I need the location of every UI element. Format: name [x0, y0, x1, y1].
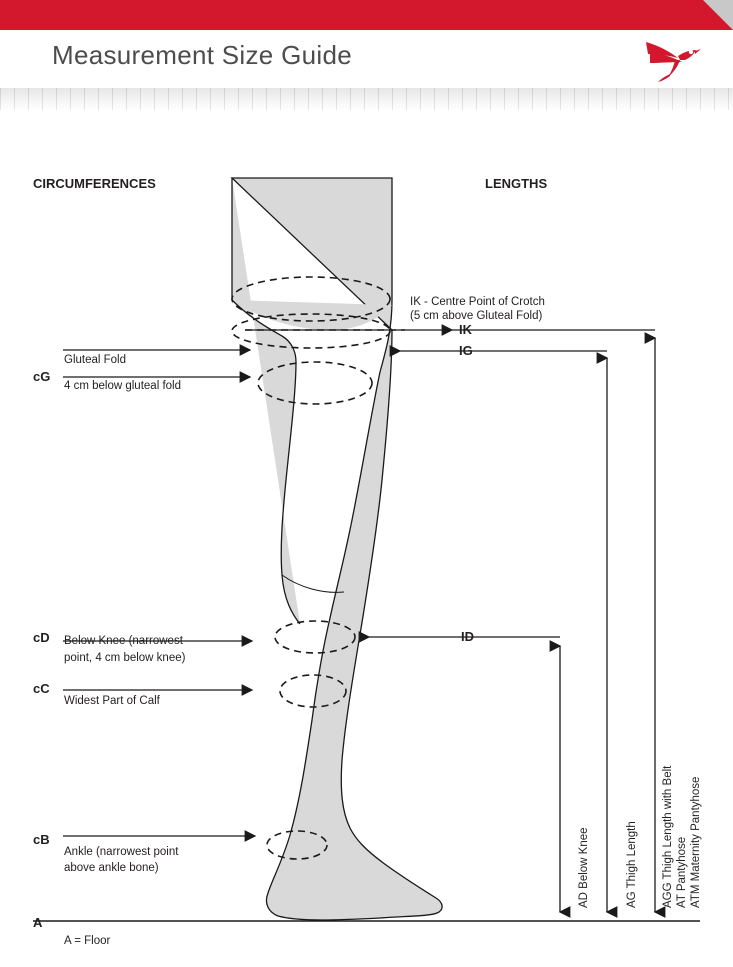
label-desc-cB-2: above ankle bone) — [64, 862, 159, 874]
label-id: ID — [461, 629, 474, 644]
label-desc-A-1: A = Floor — [64, 935, 111, 947]
label-ag-thigh-length: AG Thigh Length — [626, 821, 638, 908]
label-atm-maternity-pantyhose: ATM Maternity Pantyhose — [690, 776, 702, 908]
label-code-cC: cC — [33, 681, 50, 696]
label-ik-note-1: IK - Centre Point of Crotch — [410, 296, 545, 308]
label-ig: IG — [459, 343, 473, 358]
heading-lengths: LENGTHS — [485, 176, 548, 191]
leg-silhouette — [232, 178, 442, 920]
label-desc-cB-1: Ankle (narrowest point — [64, 846, 179, 858]
label-ik: IK — [459, 322, 472, 337]
label-code-cG: cG — [33, 369, 51, 384]
label-at-pantyhose: AT Pantyhose — [676, 836, 688, 908]
label-ad-below-knee: AD Below Knee — [578, 827, 590, 908]
circumference-arrows — [63, 350, 255, 836]
label-desc-cD-2: point, 4 cm below knee) — [64, 652, 186, 664]
label-desc-cD-1: Below Knee (narrowest — [64, 635, 183, 647]
label-desc-cC-1: Widest Part of Calf — [64, 695, 160, 707]
label-ik-note-2: (5 cm above Gluteal Fold) — [410, 310, 543, 322]
label-code-A: A — [33, 915, 43, 930]
heading-circumferences: CIRCUMFERENCES — [33, 176, 156, 191]
label-desc-cG-1: Gluteal Fold — [64, 354, 127, 366]
label-code-cB: cB — [33, 832, 50, 847]
label-code-cD: cD — [33, 630, 50, 645]
label-agg-thigh-length-belt: AGG Thigh Length with Belt — [662, 765, 674, 908]
page-title: Measurement Size Guide — [52, 40, 352, 70]
label-desc-cG-2: 4 cm below gluteal fold — [64, 380, 181, 392]
